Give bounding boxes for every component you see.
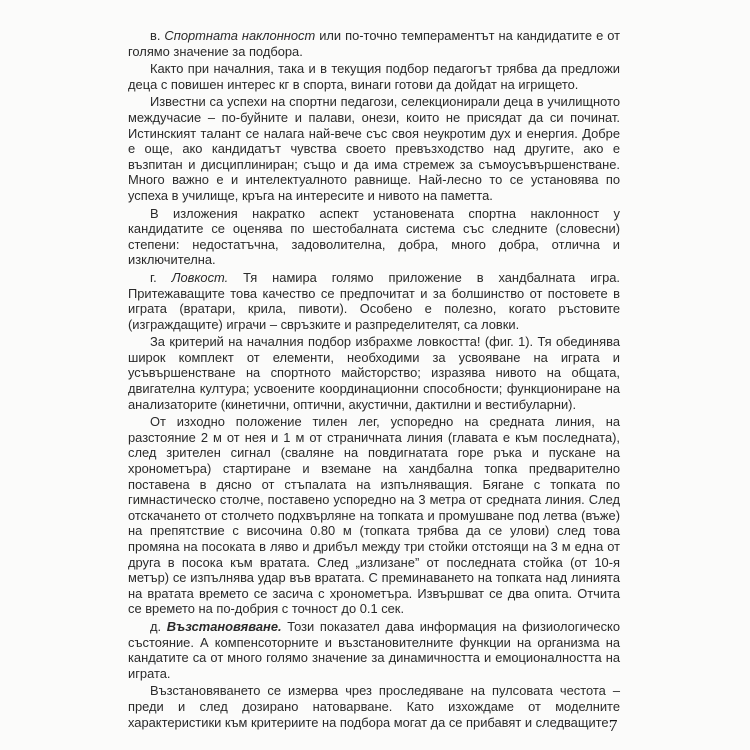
paragraph-assessment	[128, 206, 620, 268]
paragraph-pulse-measurement	[128, 683, 620, 730]
paragraph-text: От изходно положение тилен лег, успоредно на средната линия, на разстояние 2 м от нея и 1 м от страничната линия (главата е към последната), след зрителен сигнал (сваляне на повдигнатата горе ръка и пускане на хронометъра) стартиране и вземане на хандбална топка предварително поставена в дясно от стъпалата на изпълняващия. Бягане с топката по гимнастическо столче, поставено успоредно на 3 метра от средната линия. След отскачането от столчето подхвърляне на топката и промушване под летва (въже) на препятствие с височина 0.80 м (топката трябва да се улови) след това промяна на посоката в ляво и дрибъл между три стойки отстоящи на 3 м една от друга в посока към вратата. След „излизане” от последната стойка (от 10-я метър) се изпълнява удар във вратата. С преминаването на топката над линията на вратата времето се засича с хронометъра. Извършват се два опита. Отчита се времето на по-добрия с точност до 0.1 сек.	[128, 414, 620, 617]
paragraph-text: В изложения накратко аспект установената спортна наклонност у кандидатите се оценява по шестобалната система със следните (словесни) степени: недостатъчна, задоволителна, добра, много добра, отлична и изключителна.	[128, 205, 620, 268]
item-letter: д.	[150, 618, 167, 634]
paragraph-text: Възстановяването се измерва чрез проследяване на пулсовата честота – преди и след дозирано натоварване. Като изхождаме от моделните характеристики към критериите на подбора могат да се прибавят и следващите:	[128, 683, 620, 730]
paragraph-criterion	[128, 334, 620, 412]
paragraph-text: Този показател дава информация на физиологическо състояние. А компенсоторните и възстановителните функции на организма на кандатите са от много голямо значение за динамичността и емоционалността на играта.	[128, 618, 620, 681]
section-term: Спортната наклонност	[164, 28, 316, 43]
paragraph-text: Както при началния, така и в текущия подбор педагогът трябва да предложи деца с повишен интерес кг в спорта, винаги готови да дойдат на игрището.	[128, 61, 620, 92]
paragraph-agility	[128, 270, 620, 332]
paragraph-recovery	[128, 619, 620, 681]
paragraph-text: Известни са успехи на спортни педагози, селекционирали деца в училищното междучасие – по-буйните и палави, онези, които не присядат да си починат. Истинският талант се налага най-вече със своя неукротим дух и енергия. Добре е още, ако кандидатът чувства своето превъзходство над другите, ако е възпитан и дисциплиниран; също и да има стремеж за съмоусъвършенстване. Много важно е и интелектуалното равнище. Най-лесно то се установява по успеха в училище, кръга на интересите и нивото на паметта.	[128, 94, 620, 203]
section-term: Ловкост.	[171, 269, 229, 285]
item-letter: в.	[150, 28, 165, 43]
section-term: Възстановяване.	[166, 618, 282, 634]
paragraph-test-procedure	[128, 414, 620, 617]
paragraph-selection	[128, 61, 620, 92]
paragraph-successes	[128, 94, 620, 203]
page-number: 7	[609, 716, 618, 735]
paragraph-text: За критерий на началния подбор избрахме ловкостта! (фиг. 1). Тя обединява широк комплект от елементи, необходими за усвояване на играта и усъвършенстване на спортното майсторство; изразява нивото на общата, двигателна култура; усвоените координационни способности; функциониране на анализаторите (кинетични, оптични, акустични, дактилни и вестибуларни).	[128, 334, 620, 412]
paragraph-text: Тя намира голямо приложение в хандбалната игра. Притежаващите това качество се предпочитат и за болшинство от постовете в играта (вратари, крила, пивоти). Особено е полезно, когато ръстовите (изграждащите) играчи – свръзките и разпределителят, са ловки.	[128, 269, 620, 332]
paragraph-text: или по-точно темпераментът на кандидатите е от голямо значение за подбора.	[128, 28, 621, 59]
paragraph-sport-inclination	[128, 28, 620, 59]
item-letter: г.	[150, 269, 172, 285]
